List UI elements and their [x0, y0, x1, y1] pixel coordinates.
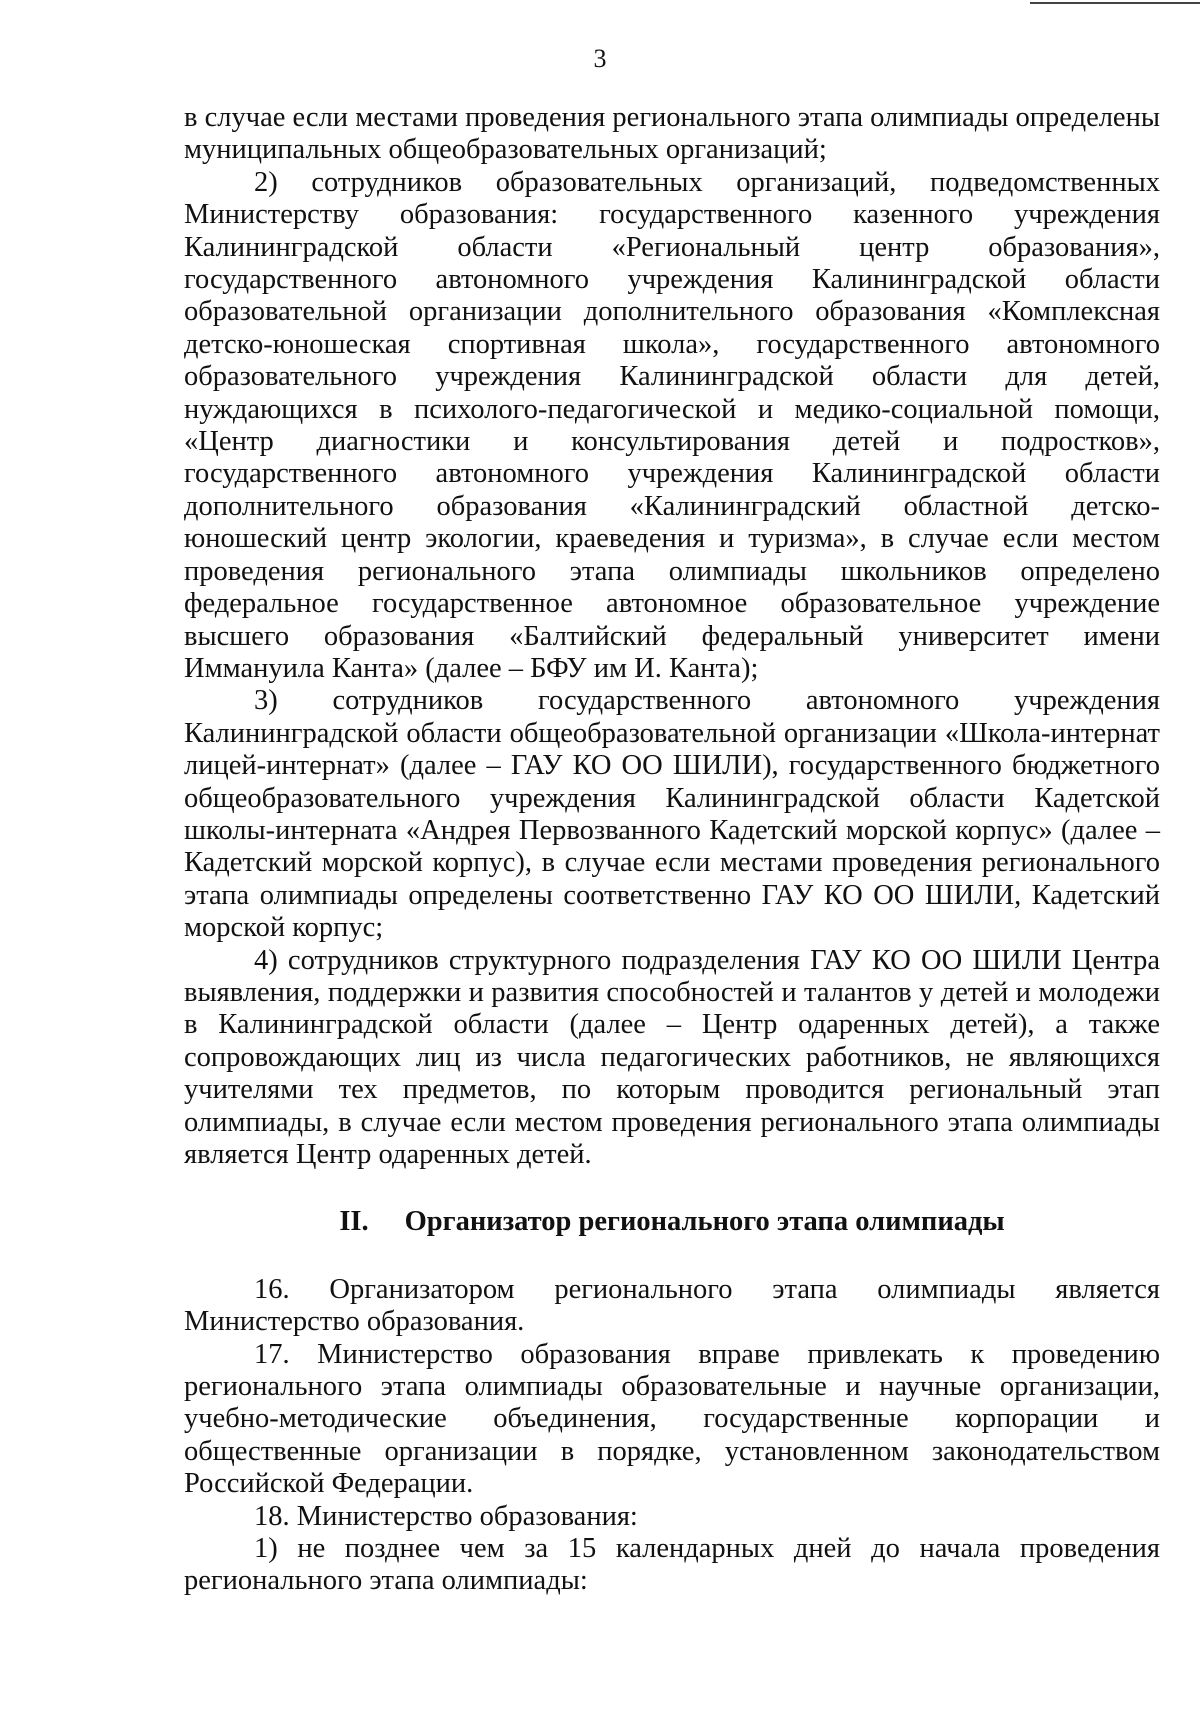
paragraph-item-4: 4) сотрудников структурного подразделения ГАУ КО ОО ШИЛИ Центра выявления, поддержки и развития способностей и талантов у детей и молодежи в Калининградской области (далее – Центр одаренных детей), а также сопровождающих лиц из числа педагогических работников, не являющихся учителями тех предметов, по которым проводится региональный этап олимпиады, в случае если местом проведения регионального этапа олимпиады является Центр одаренных детей. [184, 944, 1160, 1170]
section-number: II. [339, 1206, 369, 1238]
document-body [184, 102, 1160, 1598]
paragraph-item-2: 2) сотрудников образовательных организаций, подведомственных Министерству образования: государственного казенного учреждения Калининградской области «Региональный центр образования», государственного автономного учреждения Калининградской области образовательной организации дополнительного образования «Комплексная детско-юношеская спортивная школа», государственного автономного образовательного учреждения Калининградской области для детей, нуждающихся в психолого-педагогической и медико-социальной помощи, «Центр диагностики и консультирования детей и подростков», государственного автономного учреждения Калининградской области дополнительного образования «Калининградский областной детско-юношеский центр экологии, краеведения и туризма», в случае если местом проведения регионального этапа олимпиады школьников определено федеральное государственное автономное образовательное учреждение высшего образования «Балтийский федеральный университет имени Иммануила Канта» (далее – БФУ им И. Канта); [184, 166, 1160, 684]
paragraph-18: 18. Министерство образования: [254, 1500, 638, 1532]
paragraph-17: 17. Министерство образования вправе привлекать к проведению регионального этапа олимпиады образовательные и научные организации, учебно-методические объединения, государственные корпорации и общественные организации в порядке, установленном законодательством Российской Федерации. [184, 1338, 1160, 1500]
paragraph-16: 16. Организатором регионального этапа олимпиады является Министерство образования. [184, 1273, 1160, 1338]
section-title: Организатор регионального этапа олимпиады [404, 1206, 1005, 1238]
section-heading [184, 1206, 1160, 1238]
paragraph-item-3: 3) сотрудников государственного автономного учреждения Калининградской области общеобразовательной организации «Школа-интернат лицей-интернат» (далее – ГАУ КО ОО ШИЛИ), государственного бюджетного общеобразовательного учреждения Калининградской области Кадетской школы-интерната «Андрея Первозванного Кадетский морской корпус» (далее – Кадетский морской корпус), в случае если местами проведения регионального этапа олимпиады определены соответственно ГАУ КО ОО ШИЛИ, Кадетский морской корпус; [184, 685, 1160, 944]
scan-edge-line [1030, 2, 1200, 4]
page-number: 3 [593, 44, 607, 73]
paragraph-continuation: в случае если местами проведения регионального этапа олимпиады определены муниципальных общеобразовательных организаций; [184, 102, 1160, 166]
paragraph-18-item-1: 1) не позднее чем за 15 календарных дней до начала проведения регионального этапа олимпиады: [184, 1533, 1160, 1597]
